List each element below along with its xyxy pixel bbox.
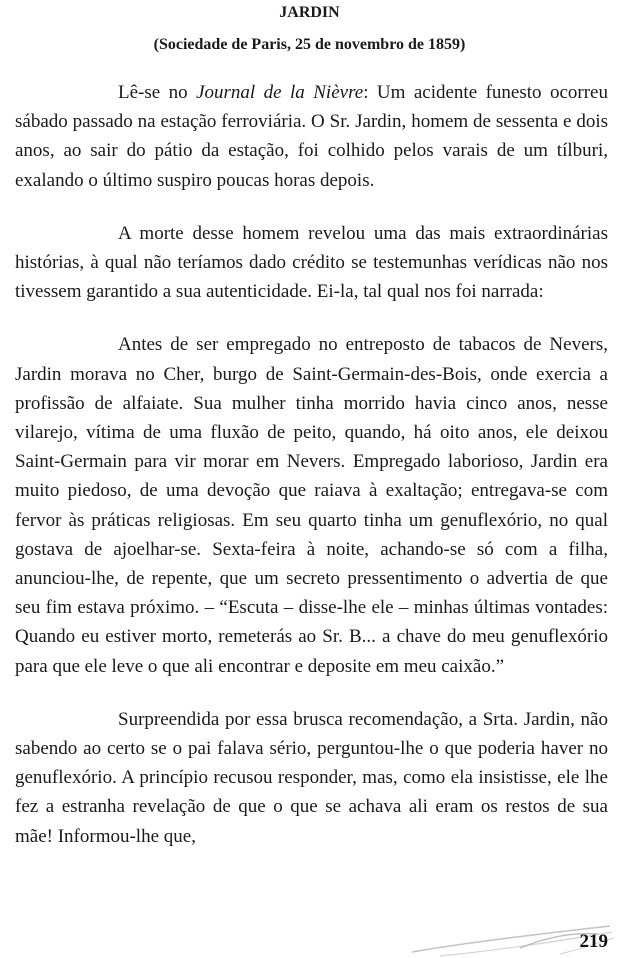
paragraph-3: Antes de ser empregado no entreposto de tabacos de Nevers, Jardin morava no Cher, burgo de Saint-Germain-des-Bois, onde exercia a profissão de alfaiate. Sua mulher tinha morrido havia cinco anos, nesse vilarejo, vítima de uma fluxão de peito, quando, há oito anos, ele deixou Saint-Germain para vir morar em Nevers. Empregado laborioso, Jardin era muito piedoso, de uma devoção que raiava à exaltação; entregava-se com fervor às práticas religiosas. Em seu quarto tinha um genuflexório, no qual gostava de ajoelhar-se. Sexta-feira à noite, achando-se só com a filha, anunciou-lhe, de repente, que um secreto pressentimento o advertia de que seu fim estava próximo. – “Escuta – disse-lhe ele – minhas últimas vontades: Quando eu estiver morto, remeterás ao Sr. B... a chave do meu genuflexório para que ele leve o que ali encontrar e deposite em meu caixão.”	[15, 334, 608, 677]
chapter-subtitle: (Sociedade de Paris, 25 de novembro de 1859)	[153, 36, 466, 53]
paragraph-4: Surpreendida por essa brusca recomendação, a Srta. Jardin, não sabendo ao certo se o pai falava sério, perguntou-lhe o que poderia haver no genuflexório. A princípio recusou responder, mas, como ela insistisse, ele lhe fez a estranha revelação de que o que se achava ali eram os restos de sua mãe! Informou-lhe que,	[15, 708, 608, 847]
journal-name: Journal de la Nièvre	[196, 82, 364, 103]
page-footer	[0, 912, 619, 958]
flourish-ornament	[0, 912, 619, 958]
chapter-title: JARDIN	[279, 4, 340, 21]
page-number: 219	[579, 931, 608, 952]
paragraph-1-rest: : Um acidente funesto ocorreu sábado passado na estação ferroviária. O Sr. Jardin, homem de sessenta e dois anos, ao sair do pátio da estação, foi colhido pelos varais de um tílburi, exalando o último suspiro poucas horas depois.	[15, 82, 608, 191]
paragraph-1-lead: Lê-se no	[118, 82, 197, 103]
body-text	[15, 78, 608, 851]
paragraph-2: A morte desse homem revelou uma das mais extraordinárias histórias, à qual não teríamos dado crédito se testemunhas verídicas não nos tivessem garantido a sua autenticidade. Ei-la, tal qual nos foi narrada:	[15, 222, 608, 303]
paragraph-1	[15, 78, 608, 195]
